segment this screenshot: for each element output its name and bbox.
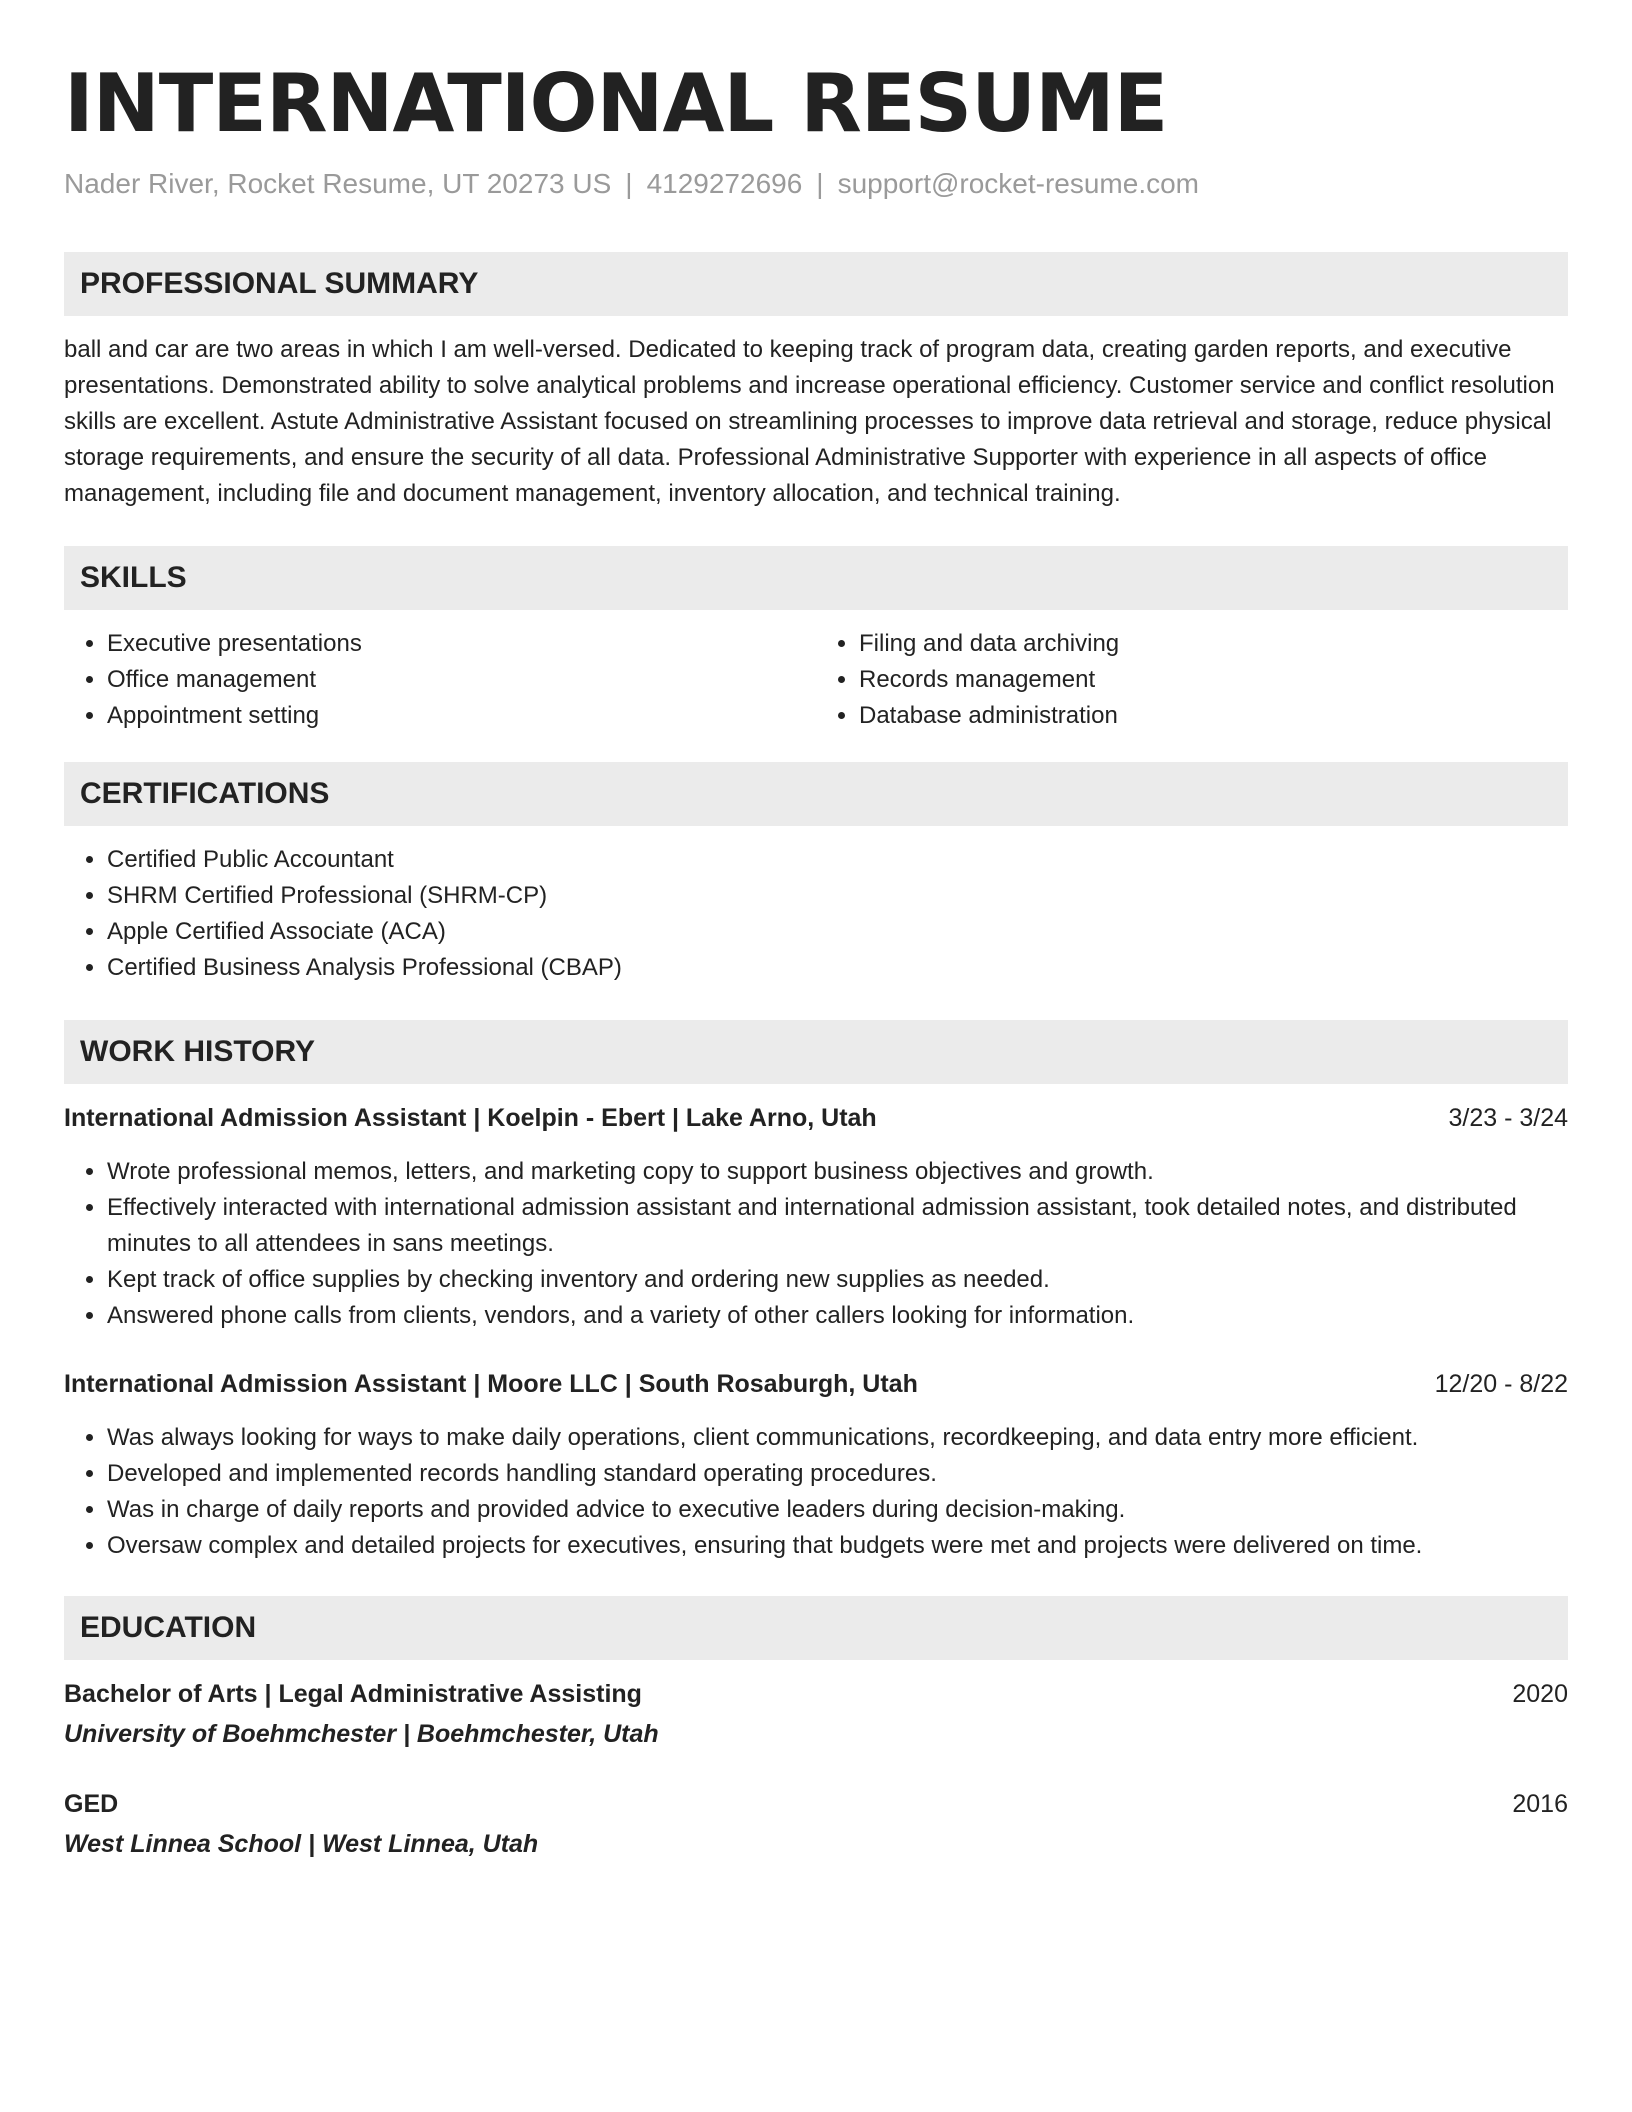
- skill-item: • Database administration: [859, 698, 1568, 734]
- section-header-certifications: CERTIFICATIONS: [64, 762, 1568, 826]
- job-bullets: [64, 1154, 1568, 1334]
- education-entry: [64, 1786, 1568, 1862]
- certification-item: • Apple Certified Associate (ACA): [107, 914, 1568, 950]
- contact-line: [64, 166, 1568, 202]
- job-bullets: [64, 1420, 1568, 1564]
- resume-title: INTERNATIONAL RESUME: [64, 57, 1168, 150]
- job-dates: 3/23 - 3/24: [1448, 1104, 1568, 1132]
- education-year: 2020: [1512, 1680, 1568, 1708]
- certifications-list: [64, 842, 1568, 986]
- job-entry: [64, 1366, 1568, 1564]
- section-header-education: EDUCATION: [64, 1596, 1568, 1660]
- job-bullet: • Developed and implemented records handling standard operating procedures.: [107, 1456, 1568, 1492]
- skill-item: • Office management: [107, 662, 816, 698]
- contact-separator: |: [816, 168, 824, 199]
- job-bullet: • Oversaw complex and detailed projects for executives, ensuring that budgets were met and projects were delivered on time.: [107, 1528, 1568, 1564]
- skill-item: • Appointment setting: [107, 698, 816, 734]
- certification-item: • Certified Business Analysis Professional (CBAP): [107, 950, 1568, 986]
- job-bullet: • Was always looking for ways to make daily operations, client communications, recordkeeping, and data entry more efficient.: [107, 1420, 1568, 1456]
- job-bullet: • Was in charge of daily reports and provided advice to executive leaders during decision-making.: [107, 1492, 1568, 1528]
- skill-item: • Executive presentations: [107, 626, 816, 662]
- section-header-skills: SKILLS: [64, 546, 1568, 610]
- summary-text: ball and car are two areas in which I am well-versed. Dedicated to keeping track of program data, creating garden reports, and executive presentations. Demonstrated ability to solve analytical problems and increase operational efficiency. Customer service and conflict resolution skills are excellent. Astute Administrative Assistant focused on streamlining processes to improve data retrieval and storage, reduce physical storage requirements, and ensure the security of all data. Professional Administrative Supporter with experience in all aspects of office management, including file and document management, inventory allocation, and technical training.: [64, 336, 1555, 507]
- skills-list: [64, 626, 1568, 734]
- education-header: [64, 1786, 1568, 1822]
- job-header: [64, 1366, 1568, 1402]
- certification-item: • Certified Public Accountant: [107, 842, 1568, 878]
- job-title: International Admission Assistant | Koelpin - Ebert | Lake Arno, Utah: [64, 1104, 877, 1132]
- education-year: 2016: [1512, 1790, 1568, 1818]
- education-entry: [64, 1676, 1568, 1752]
- contact-email: support@rocket-resume.com: [837, 168, 1200, 199]
- certification-item: • SHRM Certified Professional (SHRM-CP): [107, 878, 1568, 914]
- school-name: University of Boehmchester | Boehmchester, Utah: [64, 1720, 659, 1748]
- skill-item: • Records management: [859, 662, 1568, 698]
- degree-title: GED: [64, 1790, 119, 1818]
- job-bullet: • Kept track of office supplies by checking inventory and ordering new supplies as needed.: [107, 1262, 1568, 1298]
- section-header-summary: PROFESSIONAL SUMMARY: [64, 252, 1568, 316]
- education-header: [64, 1676, 1568, 1712]
- skills-column-right: [816, 626, 1568, 734]
- job-header: [64, 1100, 1568, 1136]
- school-name: West Linnea School | West Linnea, Utah: [64, 1830, 539, 1858]
- contact-address: Nader River, Rocket Resume, UT 20273 US: [64, 168, 612, 199]
- job-title: International Admission Assistant | Moore LLC | South Rosaburgh, Utah: [64, 1370, 918, 1398]
- contact-phone: 4129272696: [646, 168, 803, 199]
- job-bullet: • Effectively interacted with international admission assistant and international admission assistant, took detailed notes, and distributed minutes to all attendees in sans meetings.: [107, 1190, 1568, 1262]
- job-entry: [64, 1100, 1568, 1334]
- skills-column-left: [64, 626, 816, 734]
- degree-title: Bachelor of Arts | Legal Administrative Assisting: [64, 1680, 642, 1708]
- job-bullet: • Answered phone calls from clients, vendors, and a variety of other callers looking for information.: [107, 1298, 1568, 1334]
- job-bullet: • Wrote professional memos, letters, and marketing copy to support business objectives and growth.: [107, 1154, 1568, 1190]
- skill-item: • Filing and data archiving: [859, 626, 1568, 662]
- section-header-work-history: WORK HISTORY: [64, 1020, 1568, 1084]
- contact-separator: |: [625, 168, 633, 199]
- job-dates: 12/20 - 8/22: [1434, 1370, 1568, 1398]
